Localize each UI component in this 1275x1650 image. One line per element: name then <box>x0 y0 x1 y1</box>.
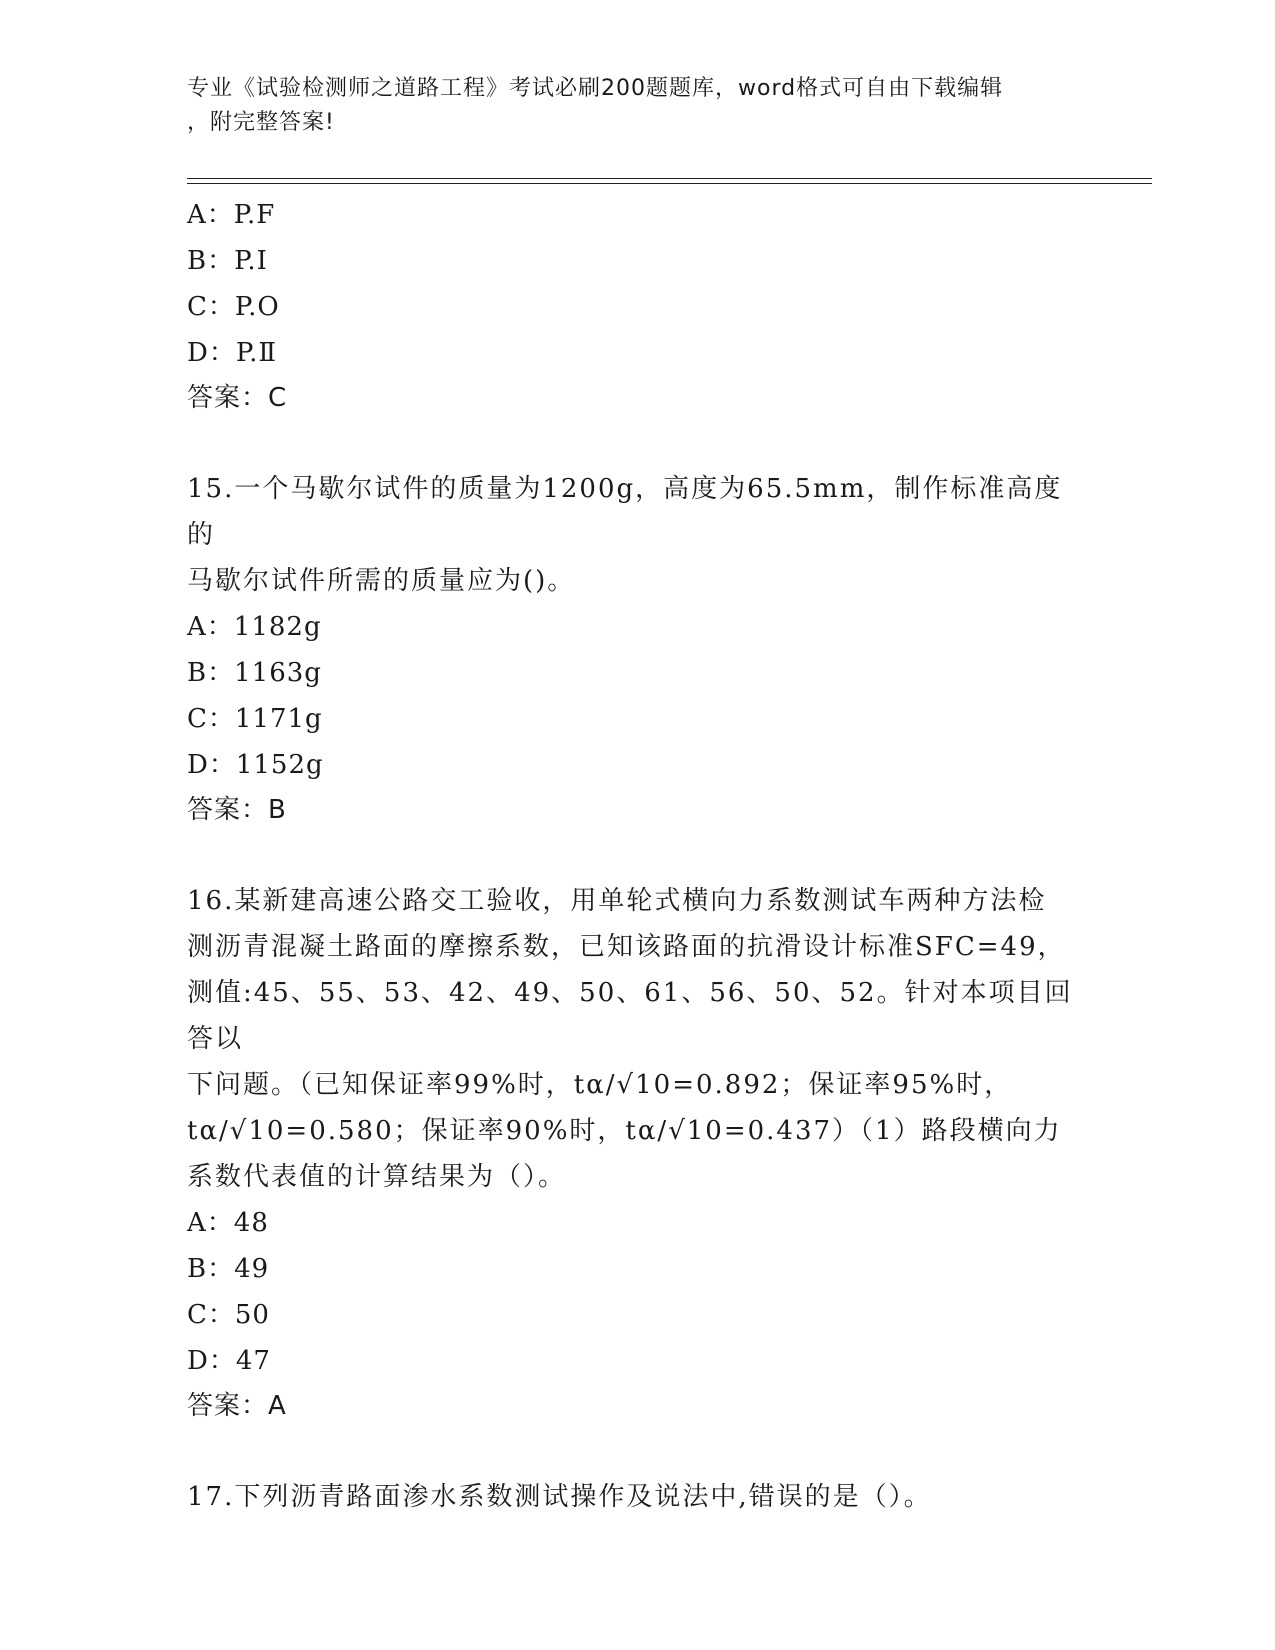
question-text-line: 下问题。（已知保证率99%时，tα/√10=0.892；保证率95%时， <box>187 1070 1013 1100</box>
option-c: C：P.O <box>187 292 280 322</box>
option-c: C：1171g <box>187 704 323 734</box>
question-text-line: 17.下列沥青路面渗水系数测试操作及说法中,错误的是（）。 <box>187 1482 932 1512</box>
option-d: D：1152g <box>187 750 324 780</box>
question-text-line: 系数代表值的计算结果为（）。 <box>187 1162 567 1192</box>
answer-line: 答案：B <box>187 795 287 825</box>
option-a: A：48 <box>187 1208 269 1238</box>
header-divider-bottom <box>187 183 1152 184</box>
question-list <box>187 192 1087 1520</box>
option-d: D：P.Ⅱ <box>187 338 278 368</box>
question-14 <box>187 192 1087 420</box>
question-text-line: 马歇尔试件所需的质量应为()。 <box>187 566 576 596</box>
option-a: A：P.F <box>187 200 276 230</box>
question-text-line: tα/√10=0.580；保证率90%时，tα/√10=0.437）（1）路段横向力 <box>187 1116 1062 1146</box>
question-text-line: 16.某新建高速公路交工验收，用单轮式横向力系数测试车两种方法检 <box>187 886 1047 916</box>
question-15 <box>187 466 1087 832</box>
option-a: A：1182g <box>187 612 322 642</box>
option-b: B：1163g <box>187 658 322 688</box>
option-c: C：50 <box>187 1300 270 1330</box>
option-d: D：47 <box>187 1346 271 1376</box>
header-line-2: ，附完整答案! <box>187 110 335 135</box>
document-header <box>187 72 1067 140</box>
question-17 <box>187 1474 1087 1520</box>
question-16 <box>187 878 1087 1428</box>
question-text-line: 15.一个马歇尔试件的质量为1200g，高度为65.5mm，制作标准高度的 <box>187 474 1063 550</box>
header-divider-top <box>187 178 1152 179</box>
answer-line: 答案：A <box>187 1391 287 1421</box>
option-b: B：P.Ⅰ <box>187 246 268 276</box>
spacer <box>187 832 1087 878</box>
spacer <box>187 420 1087 466</box>
answer-line: 答案：C <box>187 383 288 413</box>
spacer <box>187 1428 1087 1474</box>
option-b: B：49 <box>187 1254 270 1284</box>
question-text-line: 测沥青混凝土路面的摩擦系数，已知该路面的抗滑设计标准SFC=49， <box>187 932 1066 962</box>
question-text-line: 测值:45、55、53、42、49、50、61、56、50、52。针对本项目回答以 <box>187 978 1073 1054</box>
header-line-1: 专业《试验检测师之道路工程》考试必刷200题题库，word格式可自由下载编辑 <box>187 76 1004 101</box>
